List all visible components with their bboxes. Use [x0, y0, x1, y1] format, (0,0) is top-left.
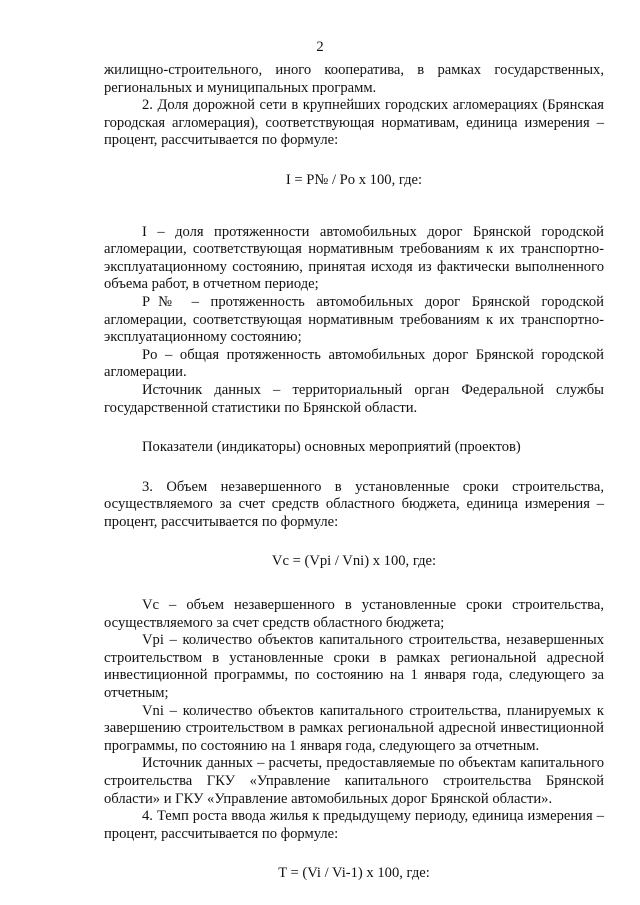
data-source-1: Источник данных – территориальный орган Федеральной службы государственной статистики по Брянской области.: [104, 381, 604, 416]
section-heading: Показатели (индикаторы) основных мероприятий (проектов): [142, 439, 521, 456]
paragraph-item-2: 2. Доля дорожной сети в крупнейших городских агломерациях (Брянская городская агломерация), соответствующая нормативам, единица измерения – процент, рассчитывается по формуле:: [104, 97, 604, 149]
document-body: [104, 62, 604, 883]
formula-t: T = (Vi / Vi-1) x 100, где:: [278, 865, 430, 882]
paragraph-item-3: 3. Объем незавершенного в установленные сроки строительства, осуществляемого за счет средств областного бюджета, единица измерения – процент, рассчитывается по формуле:: [104, 478, 604, 530]
definition-pn: P№ – протяженность автомобильных дорог Брянской городской агломерации, соответствующая нормативным требованиям к их транспортно-эксплуатационному состоянию;: [104, 293, 604, 346]
definition-i: I – доля протяженности автомобильных дорог Брянской городской агломерации, соответствующая нормативным требованиям к их транспортно-эксплуатационному состоянию, принятая исходя из фактически выполненного объема работ, в отчетном периоде;: [104, 223, 604, 293]
formula-vc: Vc = (Vpi / Vni) x 100, где:: [271, 553, 437, 570]
definition-po: Po – общая протяженность автомобильных дорог Брянской городской агломерации.: [104, 346, 604, 381]
definition-vpi: Vpi – количество объектов капитального строительства, незавершенных строительством в установленные сроки в рамках региональной адресной инвестиционной программы, по состоянию на 1 января года, следующего за отчетным;: [104, 632, 604, 702]
page-number: 2: [316, 39, 324, 55]
formula-i: I = P№ / Po x 100, где:: [285, 171, 423, 188]
definition-vni: Vni – количество объектов капитального строительства, планируемых к завершению строительством в рамках региональной адресной инвестиционной программы, по состоянию на 1 января года, следующего за отчетным.: [104, 702, 604, 754]
paragraph-continuation: жилищно-строительного, иного кооператива, в рамках государственных, региональных и муниципальных программ.: [104, 62, 604, 96]
data-source-2: Источник данных – расчеты, предоставляемые по объектам капитального строительства ГКУ «Управление капитального строительства Брянской области» и ГКУ «Управление автомобильных дорог Брянской области».: [104, 755, 604, 807]
paragraph-item-4: 4. Темп роста ввода жилья к предыдущему периоду, единица измерения – процент, рассчитывается по формуле:: [104, 808, 604, 842]
definition-vc: Vc – объем незавершенного в установленные сроки строительства, осуществляемого за счет средств областного бюджета;: [104, 597, 604, 631]
